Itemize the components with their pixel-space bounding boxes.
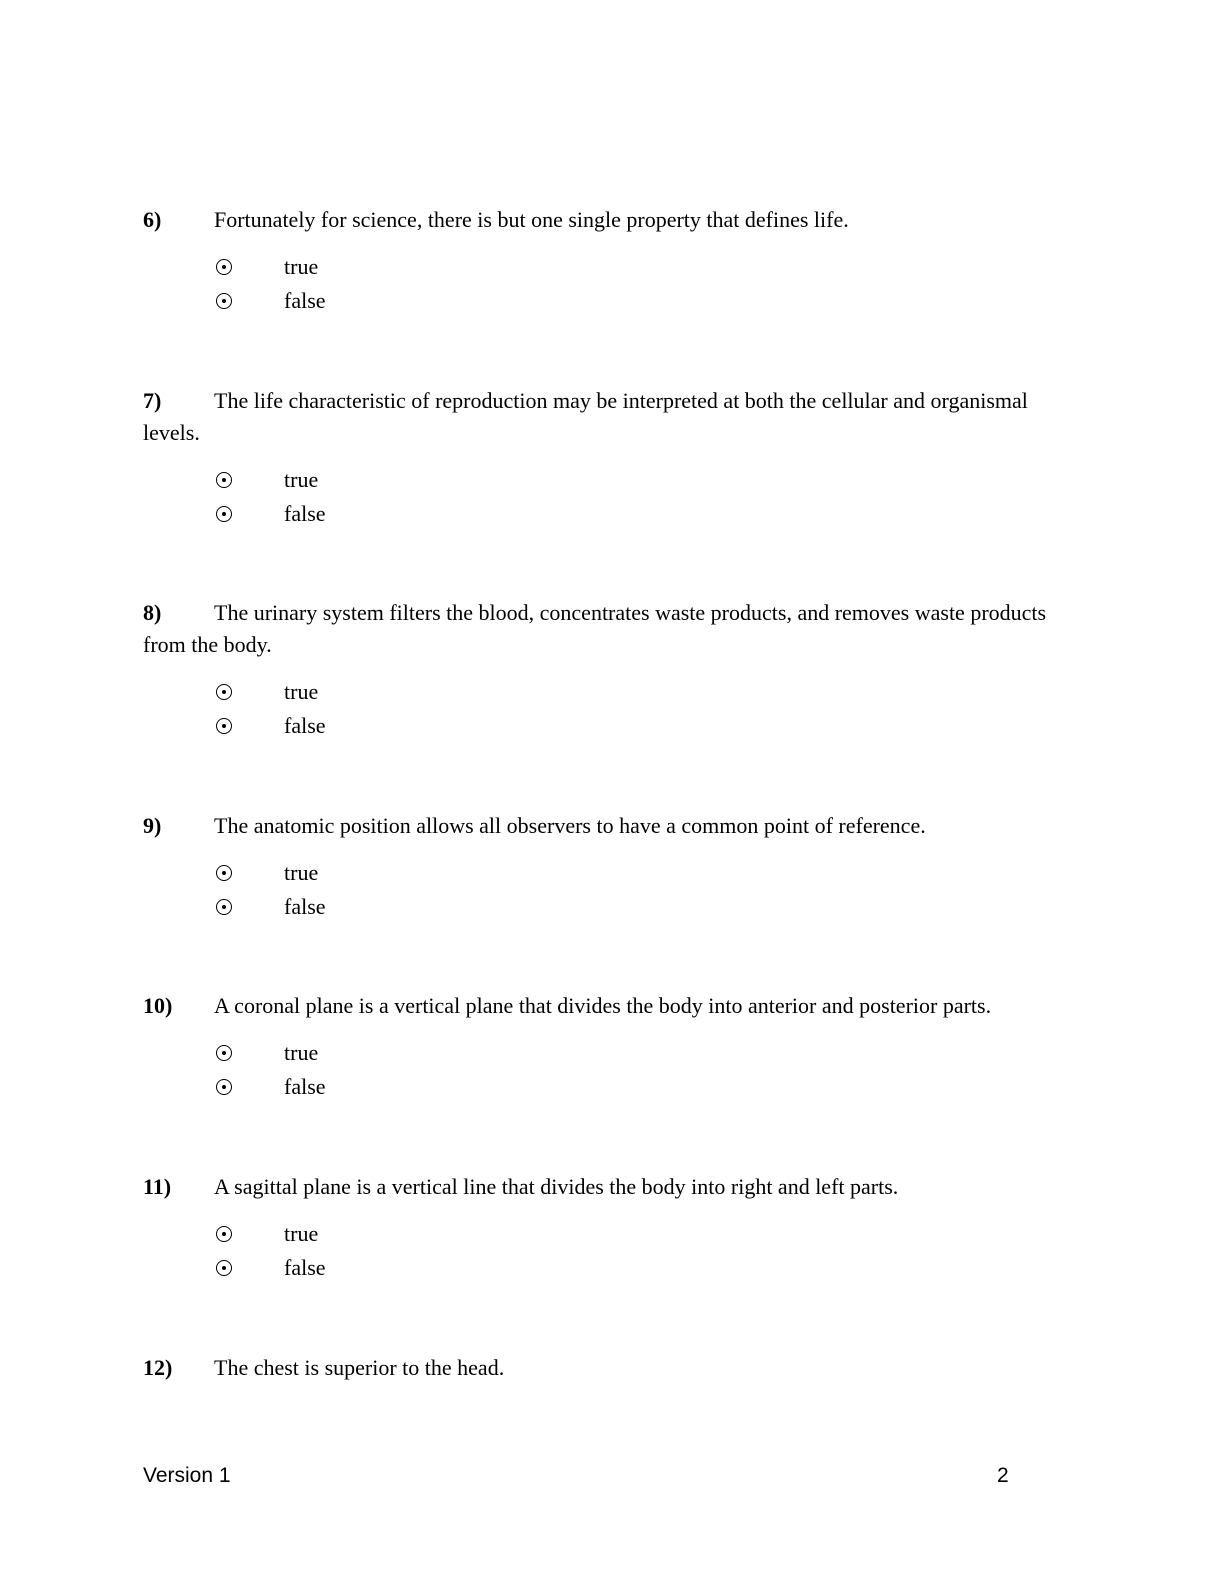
question-text: The anatomic position allows all observers to have a common point of reference. [214,813,926,838]
answer-options [216,675,1073,743]
question-text: A coronal plane is a vertical plane that divides the body into anterior and posterior parts. [214,993,992,1018]
radio-button-icon[interactable] [216,1226,232,1242]
option-label: false [284,1255,326,1280]
question-number: 10) [143,993,173,1018]
radio-button-icon[interactable] [216,1079,232,1095]
radio-button-icon[interactable] [216,506,232,522]
option-label: true [284,679,319,704]
answer-options [216,1036,1073,1104]
option-false[interactable] [216,709,1073,743]
option-false[interactable] [216,1251,1073,1285]
option-label: true [284,1221,319,1246]
question-number: 11) [143,1174,172,1199]
answer-options [216,463,1073,531]
option-true[interactable] [216,856,1073,890]
question-text: Fortunately for science, there is but one single property that defines life. [214,207,849,232]
option-true[interactable] [216,675,1073,709]
footer-version: Version 1 [143,1464,231,1487]
radio-button-icon[interactable] [216,1045,232,1061]
question-9 [143,810,1073,924]
question-11 [143,1171,1073,1285]
option-label: true [284,254,319,279]
question-8 [143,597,1073,743]
radio-button-icon[interactable] [216,865,232,881]
question-6 [143,204,1073,318]
option-label: false [284,713,326,738]
question-number: 12) [143,1355,173,1380]
question-text: The chest is superior to the head. [214,1355,505,1380]
option-true[interactable] [216,1036,1073,1070]
question-text: The life characteristic of reproduction may be interpreted at both the cellular and organismal levels. [143,388,1028,445]
question-12 [143,1352,1073,1384]
option-label: false [284,501,326,526]
question-text: The urinary system filters the blood, concentrates waste products, and removes waste products from the body. [143,600,1047,657]
question-number: 9) [143,813,162,838]
radio-button-icon[interactable] [216,472,232,488]
question-text: A sagittal plane is a vertical line that divides the body into right and left parts. [214,1174,899,1199]
option-label: false [284,894,326,919]
question-7 [143,385,1073,531]
radio-button-icon[interactable] [216,718,232,734]
option-false[interactable] [216,497,1073,531]
radio-button-icon[interactable] [216,899,232,915]
answer-options [216,250,1073,318]
question-10 [143,990,1073,1104]
option-true[interactable] [216,1217,1073,1251]
option-true[interactable] [216,250,1073,284]
radio-button-icon[interactable] [216,293,232,309]
answer-options [216,856,1073,924]
option-false[interactable] [216,1070,1073,1104]
option-label: true [284,860,319,885]
option-label: false [284,288,326,313]
radio-button-icon[interactable] [216,1260,232,1276]
option-label: true [284,467,319,492]
option-label: true [284,1040,319,1065]
radio-button-icon[interactable] [216,259,232,275]
answer-options [216,1217,1073,1285]
option-true[interactable] [216,463,1073,497]
radio-button-icon[interactable] [216,684,232,700]
footer-page-number: 2 [997,1464,1009,1487]
option-false[interactable] [216,284,1073,318]
question-number: 7) [143,388,162,413]
question-number: 6) [143,207,162,232]
option-false[interactable] [216,890,1073,924]
question-number: 8) [143,600,162,625]
option-label: false [284,1074,326,1099]
